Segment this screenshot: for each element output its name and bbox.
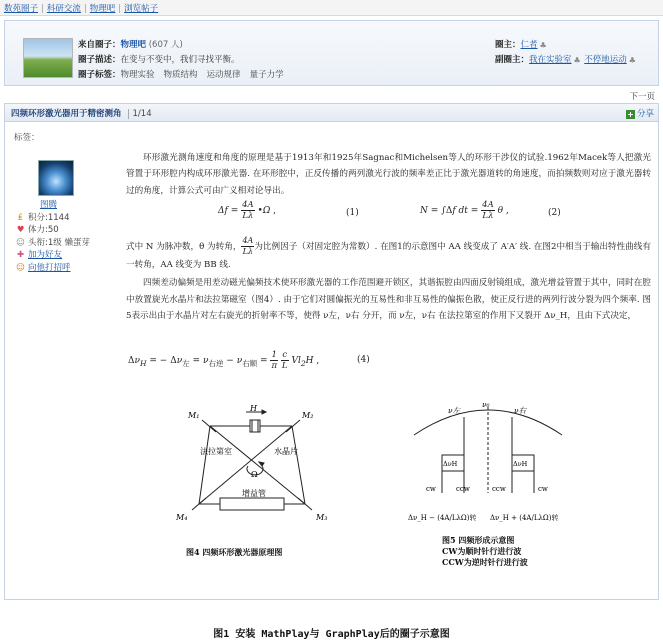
paragraph-2-part-b: 为比例因子（对固定腔为常数）. 在图1的示意图中 AA 线变成了 A′A′ 线. 在图2中相当于输出特性曲线有一转角，AA 线变为 BB 线. — [126, 242, 651, 270]
user-rank: 头衔:1级 懒蛋芽 — [28, 237, 90, 248]
desc-label: 圈子描述： — [78, 55, 121, 65]
equation-2-number: (2) — [548, 208, 561, 218]
circle-name[interactable]: 物理吧 — [120, 40, 147, 50]
share-button[interactable] — [626, 107, 654, 119]
user-stats — [16, 212, 90, 274]
breadcrumb-item-physics[interactable]: 物理吧 — [89, 4, 116, 14]
figure-4-diagram — [170, 402, 340, 542]
vice-owner-link[interactable]: 不停地运动 — [584, 55, 627, 65]
member-count: (607 人) — [148, 40, 183, 50]
money-icon: ₤ — [17, 213, 24, 223]
paragraph-2-part-a: 式中 N 为脉冲数，θ 为转角， — [126, 242, 242, 252]
heart-icon: ♥ — [16, 225, 25, 236]
add-friend-link[interactable]: 加为好友 — [28, 250, 63, 261]
greet-icon: ☺ — [16, 262, 25, 273]
fig5-caption-line-2: CW为顺时针行进行波 — [442, 546, 522, 556]
equation-1: Δf = $\frac{4A}{L\lambda}$ •Ω , — [218, 200, 277, 221]
avatar[interactable] — [38, 160, 74, 196]
admin-icon: ♣ — [628, 56, 636, 65]
fig4-faraday-label: 法拉第室 — [200, 447, 232, 456]
post-title: 四频环形激光器用于精密测角 — [11, 109, 122, 119]
fig5-ccw-2: ccw — [492, 485, 506, 493]
paragraph-1: 环形激光测角速度和角度的原理是基于1913年和1925年Sagnac和Michelsen等人的环形干涉仪的试验.1962年Macek等人把激光管置于环形腔内构成环形激光器. 在环形腔中，正反传播的两列激光行波的频率差正比于激光器道转的角速度，而拍频数则对应于激光器转过的角度，计算公式可由广义相对论导出。 — [126, 153, 651, 196]
fig5-formula-right: Δν_H + (4A/LλΩ)转 — [490, 514, 559, 522]
share-label: 分享 — [636, 109, 654, 119]
from-label: 来自圈子： — [78, 40, 121, 50]
circle-desc: 在变与不变中，我们寻找平衡。 — [120, 55, 240, 65]
tags-label: 圈子标签： — [78, 70, 121, 80]
post-tags-label: 标签： — [14, 133, 40, 143]
fig5-dvh-right: ΔνH — [513, 460, 528, 468]
equation-2: N = ∫Δf dt = $\frac{4A}{L\lambda}$ θ , — [420, 200, 509, 221]
circle-tag[interactable]: 物理实验 — [120, 70, 155, 80]
figure-5-diagram — [408, 395, 568, 535]
circle-info — [78, 38, 293, 83]
next-page-link[interactable]: 下一页 — [629, 92, 655, 102]
vice-label: 副圈主： — [495, 55, 530, 65]
post-index: 1/14 — [128, 109, 152, 119]
owner-link[interactable]: 仁者 — [520, 40, 538, 50]
fig4-omega-label: Ω — [251, 470, 258, 479]
post-content-2 — [126, 236, 651, 325]
ratio-fraction: $\frac{4A}{L\lambda}$ — [242, 236, 254, 256]
fig5-cw-1: cw — [426, 485, 436, 493]
equation-4-number: (4) — [357, 355, 370, 365]
fig5-cw-2: cw — [538, 485, 548, 493]
fig4-crystal-label: 水晶片 — [274, 447, 298, 456]
admin-icon: ♣ — [573, 56, 581, 65]
fig5-dvh-left: ΔνH — [443, 460, 458, 468]
greet-link[interactable]: 向他打招呼 — [28, 262, 71, 273]
post-content — [126, 150, 651, 199]
vice-owner-link[interactable]: 我在实验室 — [529, 55, 572, 65]
figure-5-caption — [442, 535, 528, 568]
fig4-M3-label: M₃ — [316, 513, 328, 522]
fig4-H-label: H — [250, 404, 257, 413]
figure-caption: 图1 安装 MathPlay与 GraphPlay后的圈子示意图 — [213, 629, 450, 640]
fig5-formula-left: Δν_H − (4A/LλΩ)转 — [408, 514, 477, 522]
fig4-gain-label: 增益管 — [242, 489, 266, 498]
equation-1-number: (1) — [346, 208, 359, 218]
paragraph-3: 四频差动偏频是用差动磁光偏频技术使环形激光器的工作范围避开锁区，其谐振腔由四面反射镜组成，激光增益管置于其中，同时在腔中放置旋光水晶片和法拉第磁室（图4）. 由于它们对圆偏振光的互易性和非互易性的偏振色散，使正反行进的两列行波分裂为四个频率. 图5表示出由于水晶片对左右旋光的折射率不等，使得 ν左，ν右 分开，而 ν左，ν右 在法拉第室的作用下又裂开 Δν_H，且由下式决定， — [126, 278, 651, 322]
breadcrumb: 数苑圈子 | 科研交流 | 物理吧 | 浏览帖子 — [0, 0, 663, 16]
figure-4-caption: 图4 四频环形激光器原理图 — [186, 547, 283, 557]
user-energy: 体力:50 — [28, 225, 59, 236]
fig5-ccw-1: ccw — [456, 485, 470, 493]
circle-thumbnail — [23, 38, 73, 78]
add-friend-icon: ✚ — [16, 250, 25, 261]
user-icon: ☺ — [16, 237, 25, 248]
breadcrumb-item-home[interactable]: 数苑圈子 — [4, 4, 39, 14]
fig5-v0: ν₀ — [482, 400, 490, 409]
circle-tag[interactable]: 量子力学 — [249, 70, 284, 80]
fig5-v-left: ν左 — [448, 406, 461, 415]
fig5-caption-line-3: CCW为逆时针行进行波 — [442, 557, 528, 567]
fig5-caption-line-1: 图5 四频形成示意图 — [442, 535, 515, 545]
equation-4: $\Delta\nu_H$ = − $\Delta\nu_左 = \nu_{右逆} - \nu_{右顺}$ = $\frac{1}{\pi}$ $\frac{c}{L}$ $Vl_2H$ , — [128, 350, 320, 371]
circle-admins — [495, 38, 637, 68]
breadcrumb-item-research[interactable]: 科研交流 — [46, 4, 81, 14]
fig4-M1-label: M₁ — [188, 411, 200, 420]
fig4-M2-label: M₂ — [302, 411, 314, 420]
user-name[interactable]: 图腾 — [40, 200, 58, 210]
fig5-v-right: ν右 — [514, 406, 527, 415]
circle-tag[interactable]: 运动规律 — [206, 70, 241, 80]
post-title-bar — [4, 103, 659, 122]
circle-tag[interactable]: 物质结构 — [163, 70, 198, 80]
admin-icon: ♣ — [539, 41, 547, 50]
breadcrumb-item-browse[interactable]: 浏览帖子 — [124, 4, 159, 14]
fig4-M4-label: M₄ — [176, 513, 188, 522]
user-points: 积分:1144 — [28, 213, 70, 223]
circle-header — [4, 20, 659, 86]
paragraph-2 — [126, 236, 651, 273]
plus-icon: + — [627, 110, 634, 119]
owner-label: 圈主： — [495, 40, 521, 50]
